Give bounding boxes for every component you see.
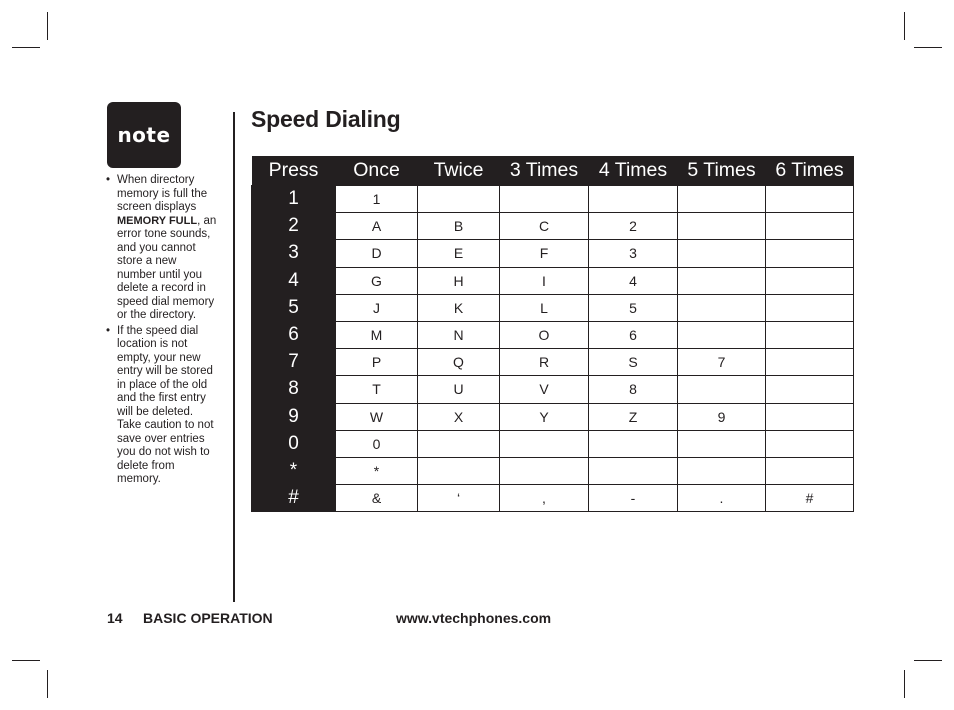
- character-cell: J: [336, 294, 418, 321]
- crop-mark: [12, 47, 40, 48]
- character-cell: K: [418, 294, 500, 321]
- key-cell: 9: [252, 403, 336, 430]
- character-cell: &: [336, 485, 418, 512]
- crop-mark: [904, 670, 905, 698]
- character-cell: B: [418, 213, 500, 240]
- character-cell: [766, 321, 854, 348]
- character-cell: [678, 267, 766, 294]
- crop-mark: [914, 47, 942, 48]
- character-cell: X: [418, 403, 500, 430]
- column-header: 6 Times: [766, 156, 854, 186]
- character-cell: [678, 240, 766, 267]
- character-cell: A: [336, 213, 418, 240]
- sidebar-divider: [233, 112, 235, 602]
- character-cell: [766, 267, 854, 294]
- key-cell: 5: [252, 294, 336, 321]
- character-cell: [589, 186, 678, 213]
- crop-mark: [904, 12, 905, 40]
- table-row: [252, 457, 854, 484]
- note-badge-label: note: [117, 123, 171, 147]
- key-cell: 3: [252, 240, 336, 267]
- character-cell: G: [336, 267, 418, 294]
- character-cell: [418, 430, 500, 457]
- character-cell: [589, 430, 678, 457]
- table-row: [252, 485, 854, 512]
- character-cell: [766, 186, 854, 213]
- character-cell: Y: [500, 403, 589, 430]
- crop-mark: [47, 12, 48, 40]
- character-cell: V: [500, 376, 589, 403]
- character-cell: L: [500, 294, 589, 321]
- table-row: [252, 349, 854, 376]
- character-cell: U: [418, 376, 500, 403]
- note-badge: [107, 102, 181, 168]
- character-cell: [766, 430, 854, 457]
- character-cell: S: [589, 349, 678, 376]
- character-cell: [678, 213, 766, 240]
- character-cell: W: [336, 403, 418, 430]
- crop-mark: [914, 660, 942, 661]
- note-list: [106, 174, 218, 489]
- column-header: Twice: [418, 156, 500, 186]
- column-header: 3 Times: [500, 156, 589, 186]
- character-cell: -: [589, 485, 678, 512]
- character-cell: D: [336, 240, 418, 267]
- character-cell: *: [336, 457, 418, 484]
- table-body: [252, 186, 854, 512]
- page-title: Speed Dialing: [251, 106, 401, 132]
- character-cell: [766, 294, 854, 321]
- character-cell: #: [766, 485, 854, 512]
- character-cell: C: [500, 213, 589, 240]
- character-cell: [678, 457, 766, 484]
- key-cell: 2: [252, 213, 336, 240]
- character-cell: [678, 321, 766, 348]
- website-url: www.vtechphones.com: [396, 610, 552, 626]
- character-cell: I: [500, 267, 589, 294]
- crop-mark: [47, 670, 48, 698]
- character-cell: 6: [589, 321, 678, 348]
- table-header-row: [252, 156, 854, 186]
- character-cell: P: [336, 349, 418, 376]
- speed-dial-table: [251, 156, 854, 512]
- note-item: • If the speed dial location is not empty, your new entry will be stored in place of the old and the first entry will be deleted. Take caution to not save over entries you do not wish to delete from memory.: [106, 325, 218, 487]
- character-cell: ‘: [418, 485, 500, 512]
- character-cell: [500, 186, 589, 213]
- key-cell: 4: [252, 267, 336, 294]
- character-cell: [500, 430, 589, 457]
- key-cell: 7: [252, 349, 336, 376]
- character-cell: E: [418, 240, 500, 267]
- table-row: [252, 430, 854, 457]
- character-cell: [766, 213, 854, 240]
- column-header: 4 Times: [589, 156, 678, 186]
- character-cell: [678, 186, 766, 213]
- memory-full-text: MEMORY FULL: [117, 214, 198, 227]
- character-cell: [678, 294, 766, 321]
- table-row: [252, 186, 854, 213]
- character-cell: [766, 457, 854, 484]
- character-cell: M: [336, 321, 418, 348]
- key-cell: *: [252, 457, 336, 484]
- character-cell: [418, 186, 500, 213]
- character-cell: F: [500, 240, 589, 267]
- character-cell: [678, 430, 766, 457]
- character-cell: 2: [589, 213, 678, 240]
- key-cell: 8: [252, 376, 336, 403]
- section-name: BASIC OPERATION: [143, 610, 273, 626]
- table-row: [252, 267, 854, 294]
- column-header: Once: [336, 156, 418, 186]
- character-cell: [589, 457, 678, 484]
- character-cell: [500, 457, 589, 484]
- character-cell: [678, 376, 766, 403]
- character-cell: 9: [678, 403, 766, 430]
- character-cell: [766, 240, 854, 267]
- character-cell: ,: [500, 485, 589, 512]
- table-row: [252, 376, 854, 403]
- key-cell: 6: [252, 321, 336, 348]
- character-cell: 7: [678, 349, 766, 376]
- character-cell: H: [418, 267, 500, 294]
- table-row: [252, 240, 854, 267]
- column-header: Press: [252, 156, 336, 186]
- character-cell: [766, 376, 854, 403]
- character-cell: [766, 349, 854, 376]
- character-cell: 1: [336, 186, 418, 213]
- table-row: [252, 294, 854, 321]
- character-cell: .: [678, 485, 766, 512]
- character-cell: T: [336, 376, 418, 403]
- character-cell: 3: [589, 240, 678, 267]
- character-cell: 8: [589, 376, 678, 403]
- character-cell: R: [500, 349, 589, 376]
- note-item: • When directory memory is full the screen displays MEMORY FULL, an error tone sounds, and you cannot store a new number until you delete a record in speed dial memory or the directory.: [106, 174, 218, 323]
- table-row: [252, 321, 854, 348]
- character-cell: N: [418, 321, 500, 348]
- key-cell: 0: [252, 430, 336, 457]
- key-cell: 1: [252, 186, 336, 213]
- character-cell: 4: [589, 267, 678, 294]
- table-row: [252, 213, 854, 240]
- key-cell: #: [252, 485, 336, 512]
- character-cell: 5: [589, 294, 678, 321]
- table-row: [252, 403, 854, 430]
- character-cell: [418, 457, 500, 484]
- character-cell: Q: [418, 349, 500, 376]
- crop-mark: [12, 660, 40, 661]
- column-header: 5 Times: [678, 156, 766, 186]
- character-cell: O: [500, 321, 589, 348]
- character-cell: 0: [336, 430, 418, 457]
- character-cell: Z: [589, 403, 678, 430]
- character-cell: [766, 403, 854, 430]
- page-number: 14: [107, 610, 123, 626]
